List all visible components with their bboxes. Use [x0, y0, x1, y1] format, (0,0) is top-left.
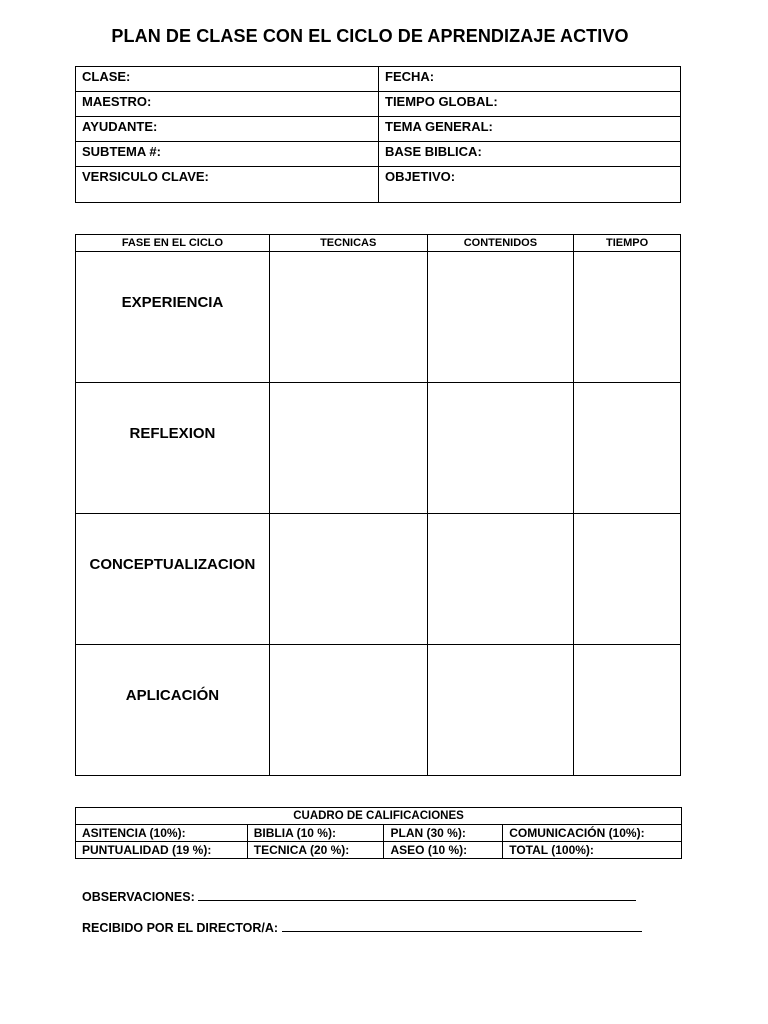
phase-reflexion: REFLEXION: [76, 383, 270, 514]
fecha-field[interactable]: FECHA:: [379, 67, 681, 92]
tiempo-cell[interactable]: [574, 645, 681, 776]
grade-comunicacion[interactable]: COMUNICACIÓN (10%):: [503, 825, 682, 842]
contenidos-cell[interactable]: [427, 514, 574, 645]
tecnicas-cell[interactable]: [269, 383, 427, 514]
grade-aseo[interactable]: ASEO (10 %):: [384, 842, 503, 859]
tiempo-cell[interactable]: [574, 252, 681, 383]
grades-caption: CUADRO DE CALIFICACIONES: [76, 808, 682, 825]
learning-cycle-table: [75, 234, 681, 776]
grade-puntualidad[interactable]: PUNTUALIDAD (19 %):: [76, 842, 248, 859]
tecnicas-cell[interactable]: [269, 252, 427, 383]
objetivo-field[interactable]: OBJETIVO:: [379, 167, 681, 203]
grade-plan[interactable]: PLAN (30 %):: [384, 825, 503, 842]
base-biblica-field[interactable]: BASE BIBLICA:: [379, 142, 681, 167]
contenidos-cell[interactable]: [427, 252, 574, 383]
tema-general-field[interactable]: TEMA GENERAL:: [379, 117, 681, 142]
phase-experiencia: EXPERIENCIA: [76, 252, 270, 383]
recibido-label: RECIBIDO POR EL DIRECTOR/A:: [82, 921, 279, 935]
grade-total[interactable]: TOTAL (100%):: [503, 842, 682, 859]
clase-field[interactable]: CLASE:: [76, 67, 379, 92]
grades-table: [75, 807, 682, 859]
phase-conceptualizacion: CONCEPTUALIZACION: [76, 514, 270, 645]
header-tecnicas: TECNICAS: [269, 235, 427, 252]
maestro-field[interactable]: MAESTRO:: [76, 92, 379, 117]
page-title: PLAN DE CLASE CON EL CICLO DE APRENDIZAJE ACTIVO: [111, 26, 629, 46]
phase-aplicacion: APLICACIÓN: [76, 645, 270, 776]
grade-tecnica[interactable]: TECNICA (20 %):: [247, 842, 384, 859]
recibido-row: [82, 921, 642, 935]
tecnicas-cell[interactable]: [269, 645, 427, 776]
contenidos-cell[interactable]: [427, 645, 574, 776]
observaciones-row: [82, 890, 636, 904]
ayudante-field[interactable]: AYUDANTE:: [76, 117, 379, 142]
class-info-table: [75, 66, 681, 203]
header-fase: FASE EN EL CICLO: [76, 235, 270, 252]
grade-biblia[interactable]: BIBLIA (10 %):: [247, 825, 384, 842]
tiempo-cell[interactable]: [574, 514, 681, 645]
grade-asistencia[interactable]: ASITENCIA (10%):: [76, 825, 248, 842]
versiculo-clave-field[interactable]: VERSICULO CLAVE:: [76, 167, 379, 203]
contenidos-cell[interactable]: [427, 383, 574, 514]
tecnicas-cell[interactable]: [269, 514, 427, 645]
tiempo-cell[interactable]: [574, 383, 681, 514]
recibido-line[interactable]: [282, 922, 642, 932]
observaciones-label: OBSERVACIONES:: [82, 890, 195, 904]
tiempo-global-field[interactable]: TIEMPO GLOBAL:: [379, 92, 681, 117]
observaciones-line[interactable]: [198, 891, 636, 901]
header-contenidos: CONTENIDOS: [427, 235, 574, 252]
header-tiempo: TIEMPO: [574, 235, 681, 252]
subtema-field[interactable]: SUBTEMA #:: [76, 142, 379, 167]
